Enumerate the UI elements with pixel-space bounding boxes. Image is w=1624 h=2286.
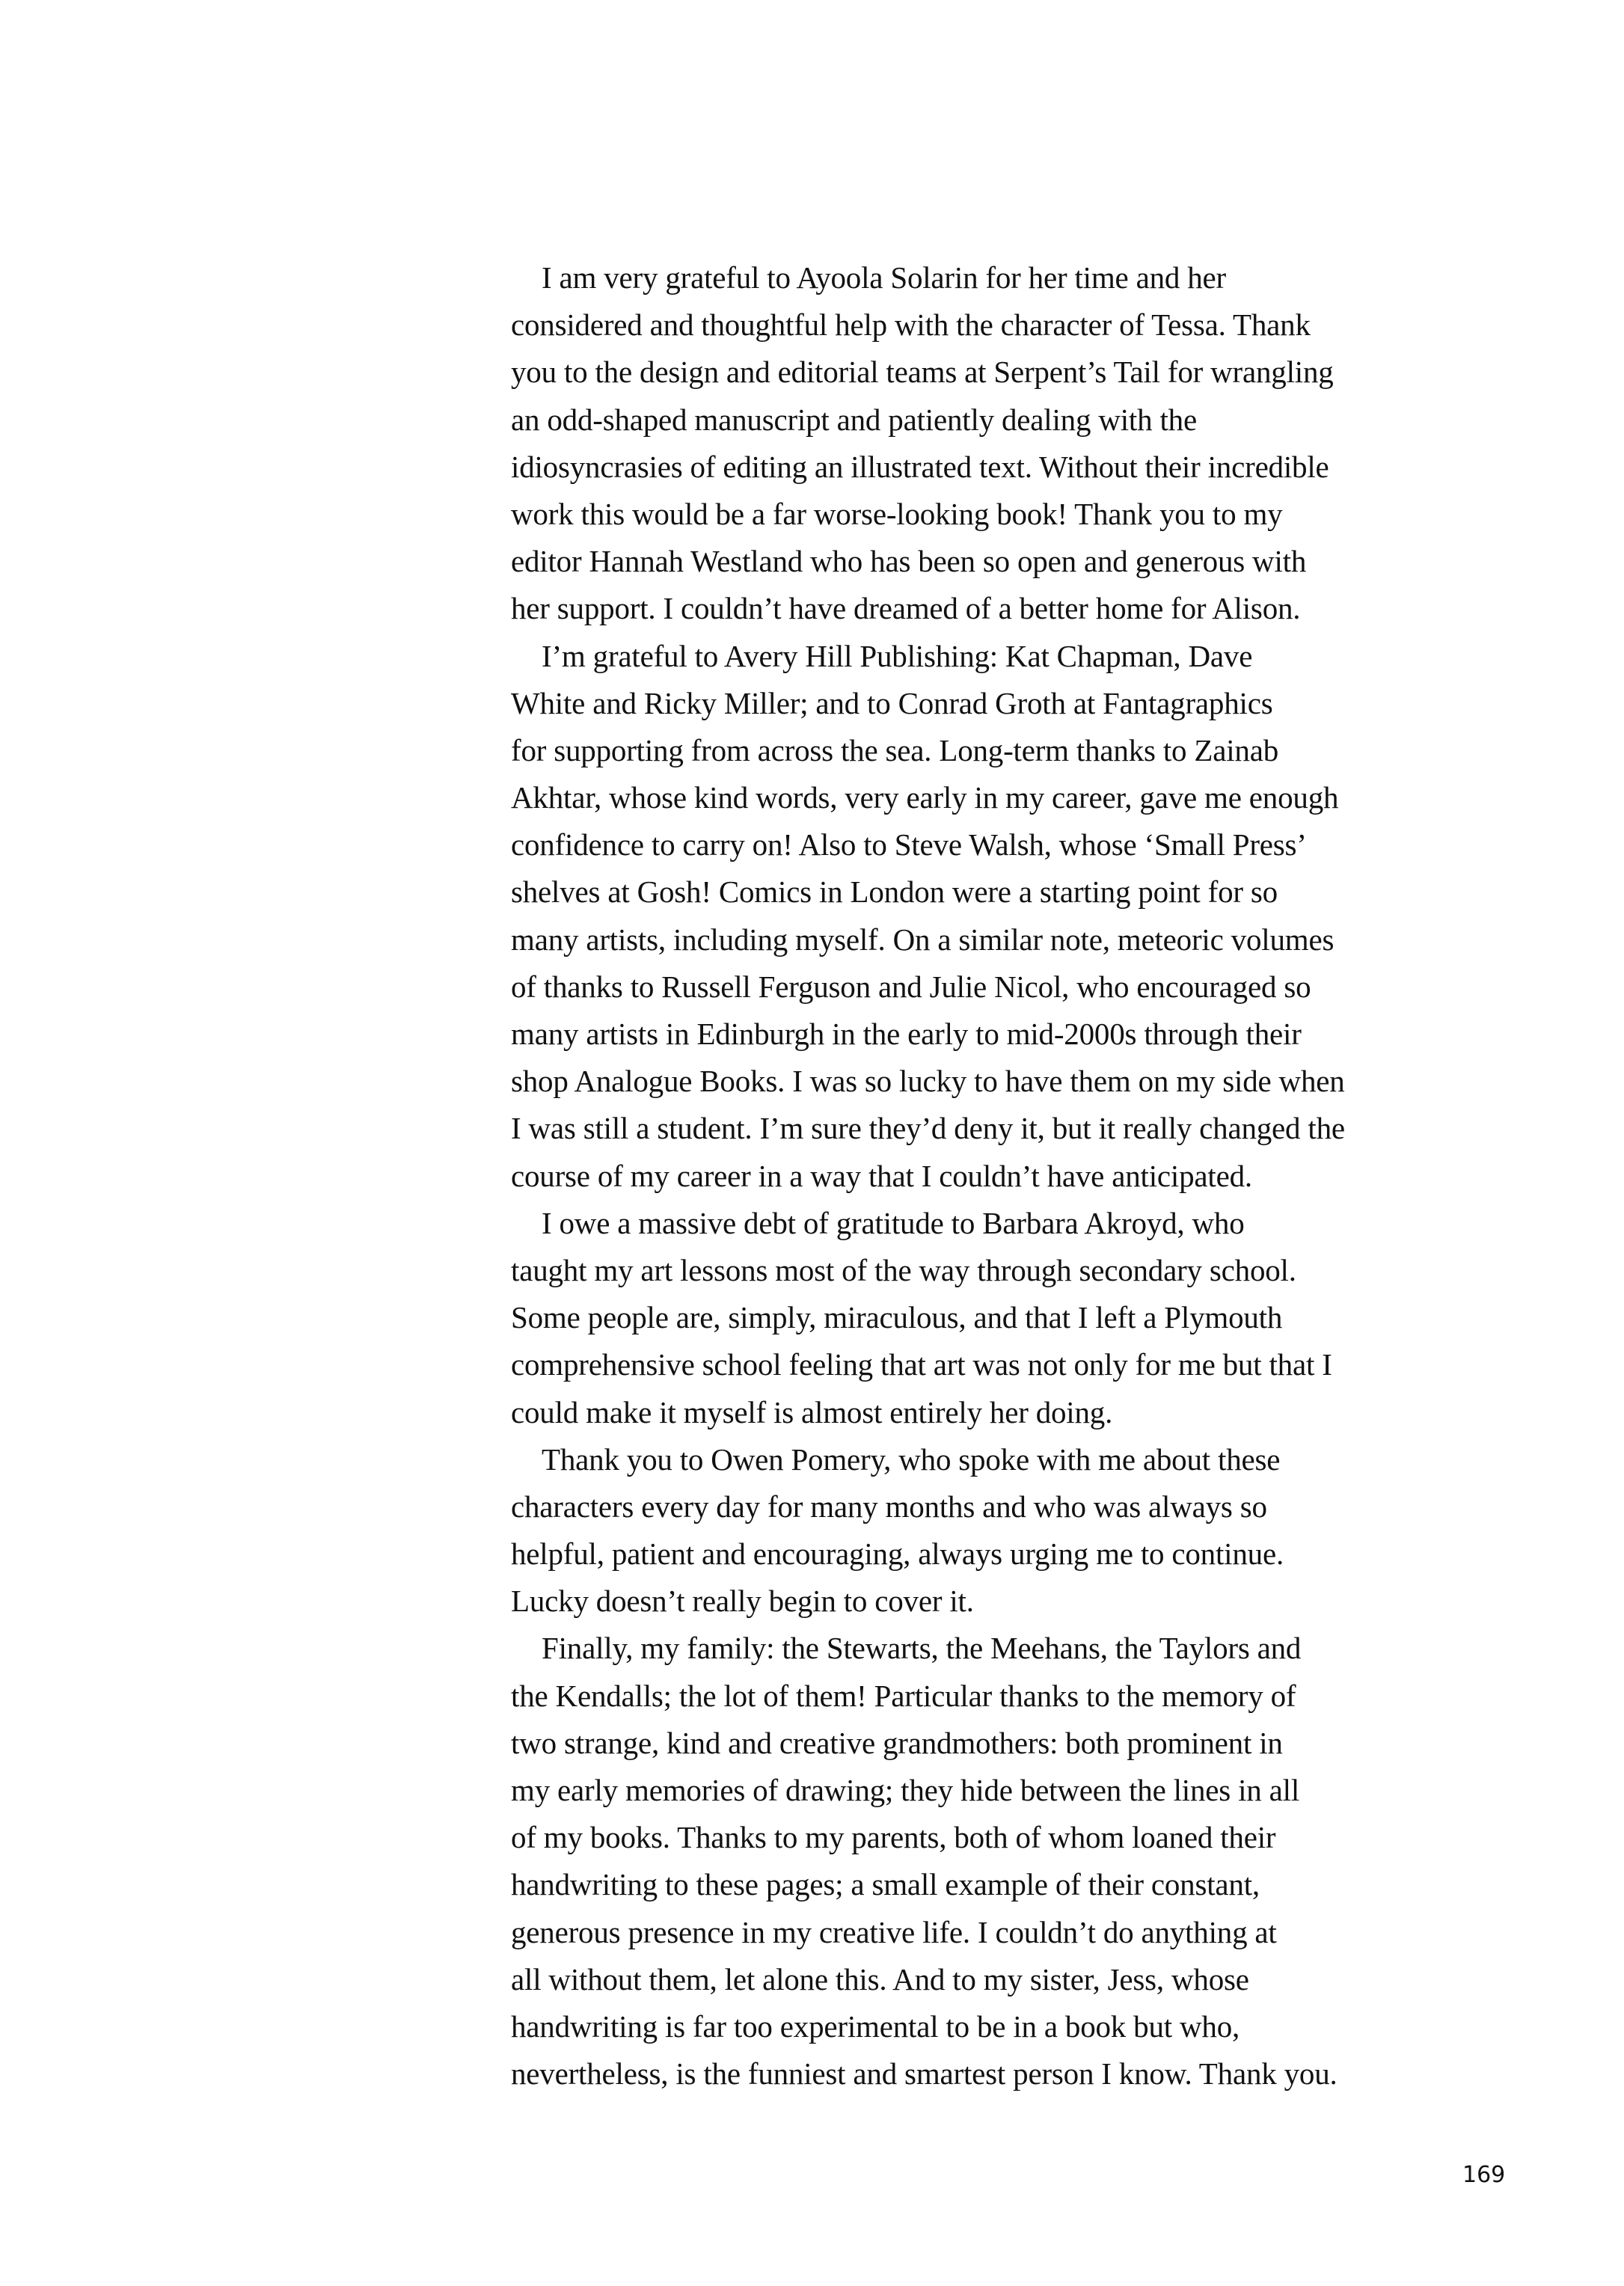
text-line: Akhtar, whose kind words, very early in my career, gave me enough (511, 780, 1339, 815)
text-line: I’m grateful to Avery Hill Publishing: Kat Chapman, Dave (542, 638, 1253, 673)
text-line: all without them, let alone this. And to my sister, Jess, whose (511, 1961, 1249, 1997)
text-line: considered and thoughtful help with the character of Tessa. Thank (511, 307, 1311, 343)
text-line: Lucky doesn’t really begin to cover it. (511, 1584, 974, 1619)
text-line: comprehensive school feeling that art was not only for me but that I (511, 1347, 1332, 1382)
text-line: course of my career in a way that I couldn’t have anticipated. (511, 1158, 1252, 1193)
text-line: of my books. Thanks to my parents, both of whom loaned their (511, 1820, 1276, 1855)
acknowledgements-text (511, 254, 1476, 2097)
text-line: characters every day for many months and who was always so (511, 1489, 1267, 1524)
text-line: an odd-shaped manuscript and patiently dealing with the (511, 402, 1197, 437)
text-line: helpful, patient and encouraging, always urging me to continue. (511, 1536, 1284, 1572)
text-line: Thank you to Owen Pomery, who spoke with me about these (542, 1441, 1281, 1477)
page-number: 169 (1462, 2162, 1506, 2188)
text-line: of thanks to Russell Ferguson and Julie Nicol, who encouraged so (511, 969, 1311, 1004)
text-line: Finally, my family: the Stewarts, the Meehans, the Taylors and (542, 1631, 1302, 1666)
text-line: work this would be a far worse-looking book! Thank you to my (511, 496, 1283, 531)
text-line: nevertheless, is the funniest and smartest person I know. Thank you. (511, 2056, 1337, 2092)
text-line: White and Ricky Miller; and to Conrad Groth at Fantagraphics (511, 685, 1273, 720)
text-line: many artists in Edinburgh in the early to mid-2000s through their (511, 1017, 1302, 1051)
text-line: handwriting is far too experimental to be in a book but who, (511, 2008, 1240, 2044)
text-line: many artists, including myself. On a similar note, meteoric volumes (511, 922, 1335, 957)
paragraph-2 (511, 633, 1476, 1200)
text-line: confidence to carry on! Also to Steve Walsh, whose ‘Small Press’ (511, 827, 1307, 862)
text-line: could make it myself is almost entirely her doing. (511, 1394, 1113, 1429)
paragraph-5 (511, 1625, 1476, 2097)
text-line: shelves at Gosh! Comics in London were a starting point for so (511, 874, 1278, 910)
text-line: I was still a student. I’m sure they’d deny it, but it really changed the (511, 1111, 1345, 1146)
text-line: for supporting from across the sea. Long-term thanks to Zainab (511, 732, 1278, 767)
text-line: two strange, kind and creative grandmothers: both prominent in (511, 1725, 1283, 1760)
text-line: I owe a massive debt of gratitude to Barbara Akroyd, who (542, 1205, 1245, 1240)
text-line: taught my art lessons most of the way through secondary school. (511, 1252, 1296, 1287)
paragraph-3 (511, 1200, 1476, 1436)
text-line: handwriting to these pages; a small example of their constant, (511, 1867, 1260, 1902)
text-line: the Kendalls; the lot of them! Particular thanks to the memory of (511, 1678, 1296, 1713)
text-line: editor Hannah Westland who has been so open and generous with (511, 544, 1307, 579)
text-line: her support. I couldn’t have dreamed of a better home for Alison. (511, 591, 1301, 626)
text-line: I am very grateful to Ayoola Solarin for her time and her (542, 260, 1227, 295)
paragraph-1 (511, 254, 1476, 633)
text-line: idiosyncrasies of editing an illustrated text. Without their incredible (511, 449, 1329, 484)
text-line: shop Analogue Books. I was so lucky to have them on my side when (511, 1064, 1345, 1099)
paragraph-4 (511, 1436, 1476, 1625)
text-line: generous presence in my creative life. I couldn’t do anything at (511, 1914, 1277, 1949)
text-line: my early memories of drawing; they hide between the lines in all (511, 1773, 1300, 1807)
text-line: Some people are, simply, miraculous, and that I left a Plymouth (511, 1300, 1283, 1335)
text-line: you to the design and editorial teams at Serpent’s Tail for wrangling (511, 355, 1334, 390)
